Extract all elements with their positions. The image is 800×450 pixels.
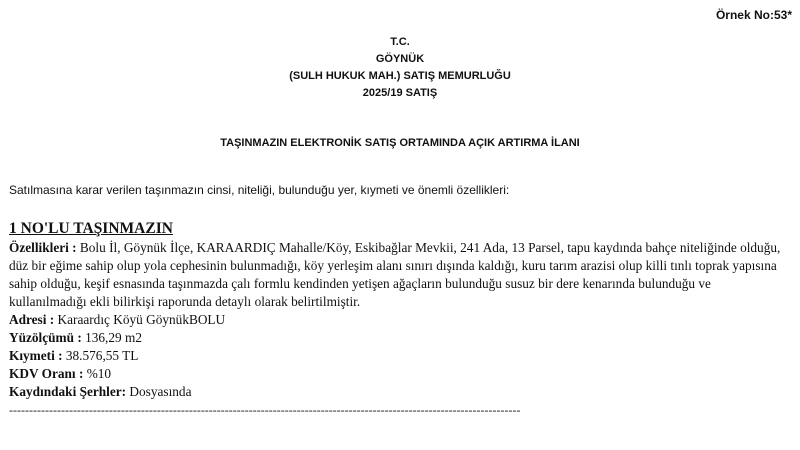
header-case-number: 2025/19 SATIŞ <box>362 87 438 99</box>
features-value: Bolu İl, Göynük İlçe, KARAARDIÇ Mahalle/Köy, Eskibağlar Mevkii, 241 Ada, 13 Parsel, tapu kaydında bahçe niteliğinde olduğu, düz bir eğime sahip olup yola cephesinin bulunmadığı, köy yerleşim alanı sınırı dışında kaldığı, kuru tarım arazisi olup killi tınlı toprak yapısına sahip olduğu, keşif esnasında taşınmazda çalı formlu kendinden yetişen ağaçların bulunduğu susuz bir dere kenarında bulunduğu ve kullanılmadığı ekli bilirkişi raporunda detaylı olarak belirtilmiştir. <box>9 240 781 309</box>
property-vat <box>9 365 784 383</box>
header-district: GÖYNÜK <box>375 53 425 65</box>
document-header <box>0 34 800 102</box>
sample-number: Örnek No:53* <box>715 8 792 22</box>
section-separator: -------------------------------------------------------------------------------------------------------------------------------- <box>9 403 521 417</box>
area-value: 136,29 m2 <box>81 330 142 345</box>
property-value <box>9 347 784 365</box>
encumbrance-value: Dosyasında <box>126 384 192 399</box>
header-country: T.C. <box>390 36 410 48</box>
property-area <box>9 329 784 347</box>
header-office: (SULH HUKUK MAH.) SATIŞ MEMURLUĞU <box>289 70 511 82</box>
value-label: Kıymeti : <box>9 348 63 363</box>
address-label: Adresi : <box>9 312 55 327</box>
property-features <box>9 239 784 311</box>
encumbrance-label: Kaydındaki Şerhler: <box>9 384 127 399</box>
features-label: Özellikleri : <box>9 240 77 255</box>
property-encumbrances <box>9 383 784 401</box>
property-heading: 1 NO'LU TAŞINMAZIN <box>9 220 173 237</box>
announcement-title: TAŞINMAZIN ELEKTRONİK SATIŞ ORTAMINDA AÇIK ARTIRMA İLANI <box>220 137 580 149</box>
area-label: Yüzölçümü : <box>9 330 82 345</box>
intro-text: Satılmasına karar verilen taşınmazın cinsi, niteliği, bulunduğu yer, kıymeti ve önemli özellikleri: <box>9 183 510 197</box>
property-address <box>9 311 784 329</box>
value-amount: 38.576,55 TL <box>62 348 139 363</box>
address-value: Karaardıç Köyü GöynükBOLU <box>54 312 226 327</box>
vat-label: KDV Oranı : <box>9 366 84 381</box>
property-section <box>9 220 784 417</box>
vat-value: %10 <box>83 366 112 381</box>
